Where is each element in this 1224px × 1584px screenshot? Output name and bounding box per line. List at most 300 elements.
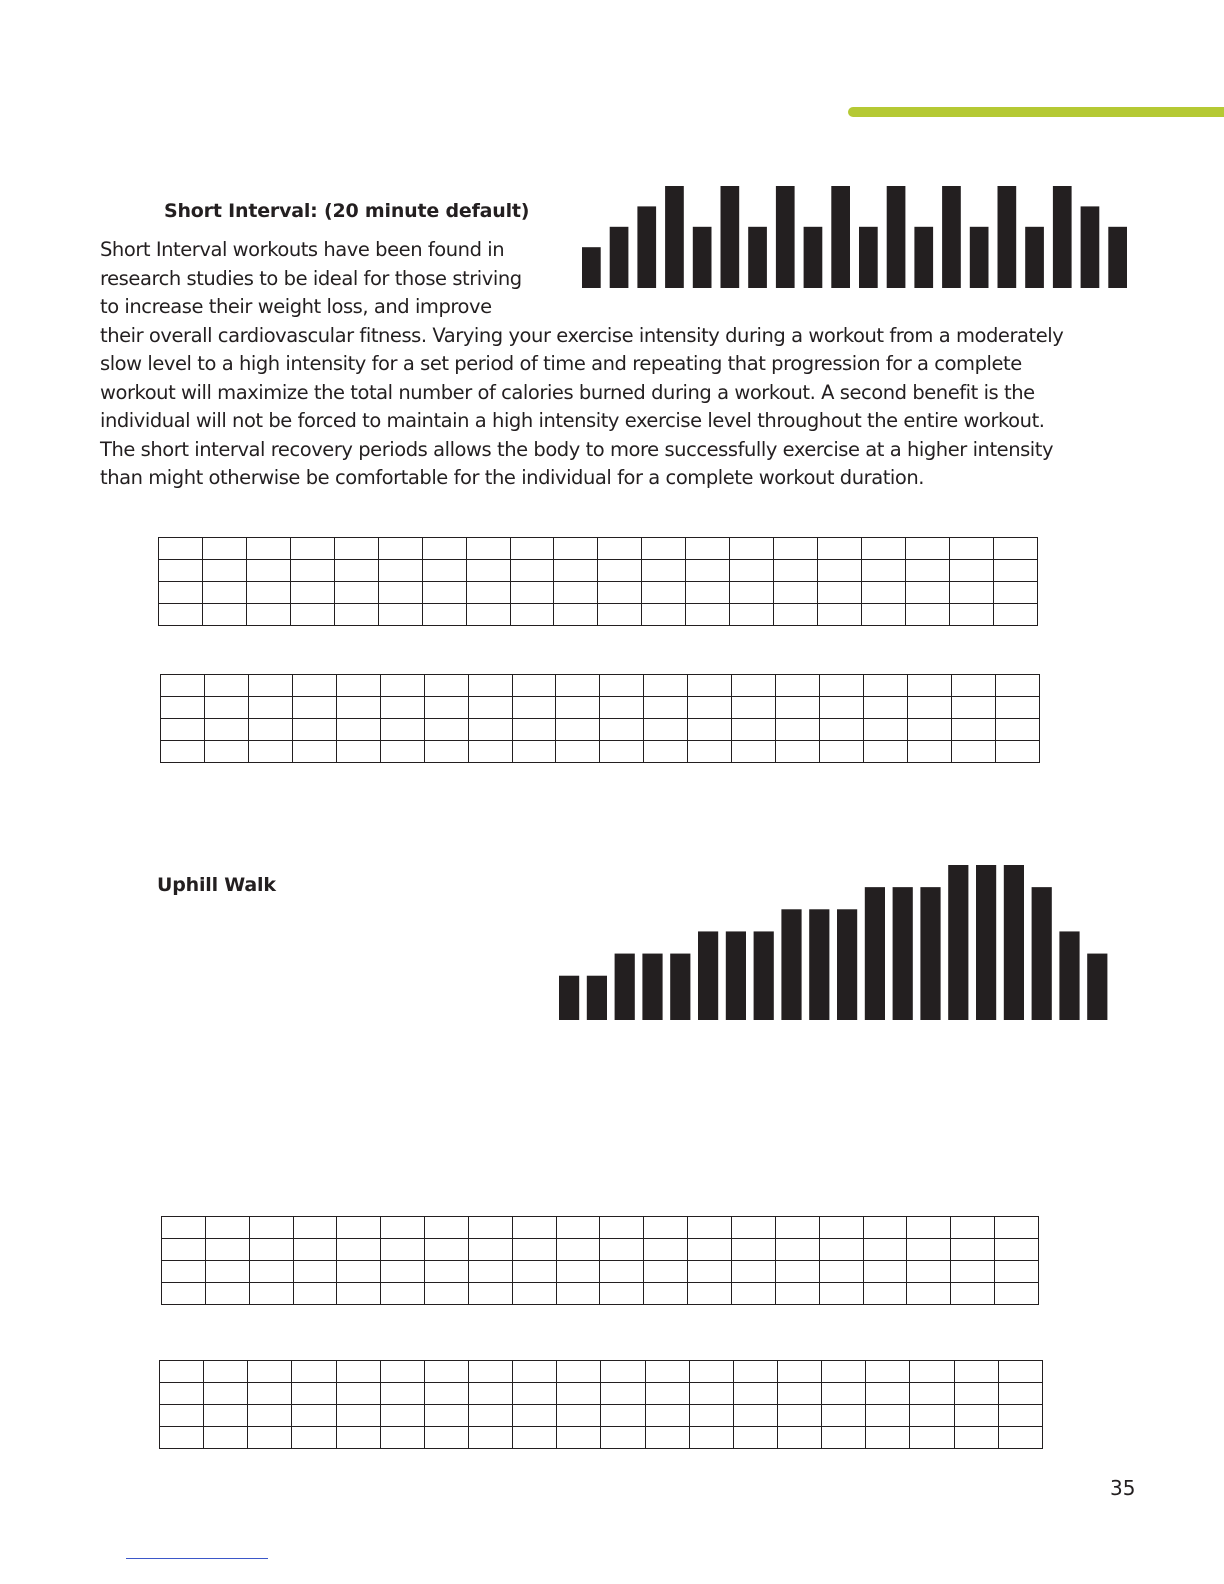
body-line-1: their overall cardiovascular fitness. Varying your exercise intensity during a workout from a moderately [100,324,1064,347]
uphill-walk-bar-14 [920,887,940,1020]
grid-cell [866,1383,910,1405]
grid-cell [998,1361,1042,1383]
grid-cell [292,741,336,763]
grid-cell [730,582,774,604]
grid-cell [818,538,862,560]
grid-cell [246,560,290,582]
short-interval-bar-19 [1081,206,1100,288]
grid-cell [159,538,203,560]
grid-cell [732,697,776,719]
grid-cell [777,1405,821,1427]
short-interval-bar-9 [804,227,823,288]
grid-cell [334,538,378,560]
grid-cell [512,697,556,719]
grid-cell [248,1427,292,1449]
grid-cell [862,538,906,560]
grid-cell [863,1261,907,1283]
grid-cell [337,1239,381,1261]
body-line-6: than might otherwise be comfortable for the individual for a complete workout duration. [100,466,925,489]
grid-cell [775,1217,819,1239]
grid-cell [907,1239,951,1261]
intro-line-2: research studies to be ideal for those striving [100,267,522,290]
uphill-walk-bar-17 [1004,865,1024,1020]
grid-cell [598,560,642,582]
grid-cell [557,1405,601,1427]
grid-cell [600,697,644,719]
grid-cell [380,675,424,697]
grid-cell [380,697,424,719]
uphill-walk-bar-5 [670,954,690,1020]
grid-cell [334,604,378,626]
grid-cell [293,1217,337,1239]
grid-cell [730,560,774,582]
grid-cell [159,582,203,604]
short-interval-bar-17 [1025,227,1044,288]
grid-cell [512,1283,556,1305]
grid-3-row [162,1239,1039,1261]
grid-cell [910,1383,954,1405]
grid-cell [293,1261,337,1283]
grid-cell [645,1427,689,1449]
grid-cell [422,582,466,604]
grid-cell [468,697,512,719]
grid-cell [160,1383,204,1405]
grid-cell [995,697,1039,719]
grid-cell [248,741,292,763]
grid-cell [732,741,776,763]
grid-2-row [161,741,1040,763]
grid-cell [378,560,422,582]
grid-cell [910,1427,954,1449]
grid-cell [818,582,862,604]
grid-cell [424,741,468,763]
grid-cell [557,1427,601,1449]
grid-cell [513,1427,557,1449]
entry-grid-2 [160,674,1040,763]
grid-cell [998,1427,1042,1449]
grid-cell [424,697,468,719]
grid-cell [688,1283,732,1305]
grid-cell [863,1239,907,1261]
grid-cell [556,1261,600,1283]
grid-cell [689,1361,733,1383]
grid-cell [598,582,642,604]
short-interval-bar-7 [748,227,767,288]
grid-cell [380,1405,424,1427]
grid-cell [246,582,290,604]
grid-cell [249,1217,293,1239]
grid-cell [862,560,906,582]
grid-cell [951,719,995,741]
uphill-walk-bar-19 [1059,931,1079,1020]
grid-cell [160,1427,204,1449]
grid-cell [820,719,864,741]
grid-3-row [162,1217,1039,1239]
grid-cell [378,538,422,560]
grid-cell [642,538,686,560]
grid-cell [381,1261,425,1283]
grid-cell [290,582,334,604]
grid-cell [466,604,510,626]
grid-cell [644,675,688,697]
grid-cell [159,560,203,582]
grid-cell [466,538,510,560]
grid-cell [336,1405,380,1427]
grid-cell [468,1405,512,1427]
grid-cell [205,1261,249,1283]
grid-cell [202,604,246,626]
grid-cell [381,1283,425,1305]
grid-cell [731,1283,775,1305]
grid-cell [422,604,466,626]
grid-cell [822,1427,866,1449]
grid-cell [601,1361,645,1383]
uphill-walk-bar-13 [893,887,913,1020]
grid-cell [864,697,908,719]
grid-cell [336,719,380,741]
grid-cell [334,582,378,604]
grid-cell [600,1261,644,1283]
grid-cell [162,1239,206,1261]
grid-cell [995,1283,1039,1305]
grid-cell [993,560,1037,582]
grid-cell [601,1427,645,1449]
grid-cell [380,1427,424,1449]
short-interval-bar-4 [665,186,684,288]
grid-cell [731,1217,775,1239]
grid-cell [556,1239,600,1261]
grid-cell [864,719,908,741]
grid-cell [334,560,378,582]
grid-cell [644,1261,688,1283]
short-interval-bar-3 [637,206,656,288]
body-line-3: workout will maximize the total number of calories burned during a workout. A second benefit is the [100,381,1035,404]
grid-cell [995,1239,1039,1261]
grid-cell [204,719,248,741]
grid-cell [863,1217,907,1239]
grid-cell [290,560,334,582]
grid-cell [337,1261,381,1283]
grid-cell [202,538,246,560]
grid-cell [905,560,949,582]
short-interval-bar-2 [610,227,629,288]
grid-cell [820,697,864,719]
entry-grid-4 [159,1360,1043,1449]
grid-cell [248,1361,292,1383]
grid-cell [202,582,246,604]
grid-cell [424,1383,468,1405]
grid-cell [424,675,468,697]
grid-cell [466,582,510,604]
grid-cell [378,604,422,626]
grid-cell [336,675,380,697]
grid-cell [774,560,818,582]
grid-cell [951,1239,995,1261]
grid-cell [949,560,993,582]
short-interval-bar-6 [721,186,740,288]
intro-line-1: Short Interval workouts have been found in [100,238,505,261]
grid-cell [995,1261,1039,1283]
grid-cell [161,741,205,763]
grid-cell [204,1427,248,1449]
grid-cell [644,1283,688,1305]
short-interval-chart [582,186,1136,288]
body-line-5: The short interval recovery periods allows the body to more successfully exercise at a higher intensity [100,438,1054,461]
grid-cell [866,1361,910,1383]
grid-cell [468,1427,512,1449]
grid-cell [822,1405,866,1427]
grid-cell [775,1283,819,1305]
grid-cell [866,1427,910,1449]
grid-cell [600,1283,644,1305]
grid-cell [686,604,730,626]
short-interval-bar-14 [942,186,961,288]
grid-cell [249,1283,293,1305]
grid-cell [292,697,336,719]
grid-cell [554,582,598,604]
uphill-walk-bar-12 [865,887,885,1020]
grid-cell [777,1427,821,1449]
grid-cell [775,1239,819,1261]
short-interval-bar-16 [998,186,1017,288]
grid-cell [949,582,993,604]
grid-4-row [160,1427,1043,1449]
grid-cell [642,582,686,604]
grid-cell [686,560,730,582]
grid-cell [600,719,644,741]
grid-cell [204,697,248,719]
grid-cell [292,1405,336,1427]
body-line-2: slow level to a high intensity for a set period of time and repeating that progression for a complete [100,352,1022,375]
grid-cell [731,1239,775,1261]
grid-cell [733,1405,777,1427]
grid-cell [424,1405,468,1427]
grid-1-row [159,582,1038,604]
grid-cell [381,1217,425,1239]
grid-cell [204,1405,248,1427]
grid-cell [818,560,862,582]
grid-cell [425,1261,469,1283]
grid-cell [468,1239,512,1261]
grid-cell [689,1383,733,1405]
grid-cell [642,604,686,626]
grid-cell [995,675,1039,697]
grid-cell [910,1405,954,1427]
grid-cell [774,538,818,560]
grid-cell [159,604,203,626]
grid-cell [777,1383,821,1405]
grid-cell [293,1239,337,1261]
grid-cell [688,719,732,741]
grid-1-row [159,560,1038,582]
grid-3-row [162,1283,1039,1305]
grid-cell [951,697,995,719]
grid-cell [466,560,510,582]
grid-cell [645,1361,689,1383]
grid-cell [510,560,554,582]
grid-cell [820,741,864,763]
grid-cell [336,697,380,719]
grid-cell [907,697,951,719]
grid-cell [644,741,688,763]
short-interval-bar-13 [914,227,933,288]
grid-cell [336,741,380,763]
short-interval-bar-5 [693,227,712,288]
grid-cell [162,1261,206,1283]
grid-cell [468,1383,512,1405]
grid-cell [730,538,774,560]
grid-cell [993,538,1037,560]
grid-cell [776,741,820,763]
grid-cell [601,1405,645,1427]
grid-cell [378,582,422,604]
grid-cell [995,1217,1039,1239]
grid-cell [776,719,820,741]
grid-cell [733,1427,777,1449]
grid-cell [819,1261,863,1283]
grid-cell [820,675,864,697]
grid-cell [290,538,334,560]
grid-cell [557,1361,601,1383]
grid-cell [160,1361,204,1383]
grid-cell [336,1427,380,1449]
grid-cell [468,1283,512,1305]
grid-cell [205,1217,249,1239]
grid-cell [645,1383,689,1405]
grid-cell [601,1383,645,1405]
grid-cell [512,741,556,763]
grid-cell [862,582,906,604]
short-interval-heading: Short Interval: (20 minute default) [164,200,530,222]
grid-cell [512,1239,556,1261]
grid-cell [600,675,644,697]
grid-cell [688,1261,732,1283]
grid-cell [557,1383,601,1405]
uphill-walk-bar-9 [781,909,801,1020]
grid-cell [512,675,556,697]
grid-cell [954,1383,998,1405]
grid-cell [822,1361,866,1383]
grid-cell [510,582,554,604]
grid-cell [293,1283,337,1305]
grid-cell [162,1283,206,1305]
grid-cell [468,675,512,697]
grid-cell [556,697,600,719]
grid-cell [556,675,600,697]
grid-cell [689,1405,733,1427]
grid-cell [556,1283,600,1305]
grid-cell [205,1283,249,1305]
grid-cell [600,1217,644,1239]
grid-cell [995,741,1039,763]
grid-cell [644,697,688,719]
grid-cell [688,741,732,763]
grid-cell [290,604,334,626]
grid-cell [863,1283,907,1305]
grid-cell [249,1239,293,1261]
grid-cell [162,1217,206,1239]
grid-cell [554,604,598,626]
grid-cell [468,1217,512,1239]
grid-cell [644,1239,688,1261]
short-interval-bar-10 [831,186,850,288]
grid-cell [688,697,732,719]
grid-cell [688,1217,732,1239]
grid-cell [733,1361,777,1383]
grid-cell [424,1427,468,1449]
grid-cell [292,675,336,697]
grid-cell [866,1405,910,1427]
grid-cell [161,697,205,719]
body-line-4: individual will not be forced to maintain a high intensity exercise level throughout the entire workout. [100,409,1045,432]
grid-cell [732,675,776,697]
grid-cell [248,697,292,719]
uphill-walk-bar-18 [1032,887,1052,1020]
grid-cell [819,1217,863,1239]
grid-cell [425,1217,469,1239]
grid-cell [644,719,688,741]
grid-cell [425,1283,469,1305]
grid-cell [246,538,290,560]
short-interval-chart-svg [582,186,1136,288]
grid-cell [380,1361,424,1383]
grid-cell [292,719,336,741]
grid-cell [556,1217,600,1239]
grid-cell [819,1239,863,1261]
uphill-walk-bar-1 [559,976,579,1020]
entry-grid-3 [161,1216,1039,1305]
grid-cell [249,1261,293,1283]
grid-cell [907,675,951,697]
entry-grid-1 [158,537,1038,626]
grid-cell [907,719,951,741]
uphill-walk-bar-11 [837,909,857,1020]
grid-cell [642,560,686,582]
footer-rule [126,1558,268,1559]
grid-cell [380,719,424,741]
grid-cell [556,719,600,741]
grid-cell [600,1239,644,1261]
grid-cell [292,1383,336,1405]
grid-cell [905,582,949,604]
grid-cell [336,1383,380,1405]
grid-cell [513,1361,557,1383]
grid-cell [337,1217,381,1239]
grid-cell [864,741,908,763]
grid-cell [776,675,820,697]
grid-cell [381,1239,425,1261]
grid-cell [905,538,949,560]
grid-cell [645,1405,689,1427]
grid-cell [248,719,292,741]
uphill-walk-bar-6 [698,931,718,1020]
grid-cell [905,604,949,626]
grid-cell [160,1405,204,1427]
grid-cell [907,1261,951,1283]
intro-line-3: to increase their weight loss, and improve [100,295,492,318]
grid-cell [510,604,554,626]
uphill-walk-bar-16 [976,865,996,1020]
grid-cell [954,1427,998,1449]
grid-cell [248,1405,292,1427]
grid-2-row [161,675,1040,697]
grid-cell [733,1383,777,1405]
grid-cell [554,560,598,582]
grid-cell [774,604,818,626]
grid-cell [468,1261,512,1283]
grid-cell [161,675,205,697]
uphill-walk-bar-3 [615,954,635,1020]
